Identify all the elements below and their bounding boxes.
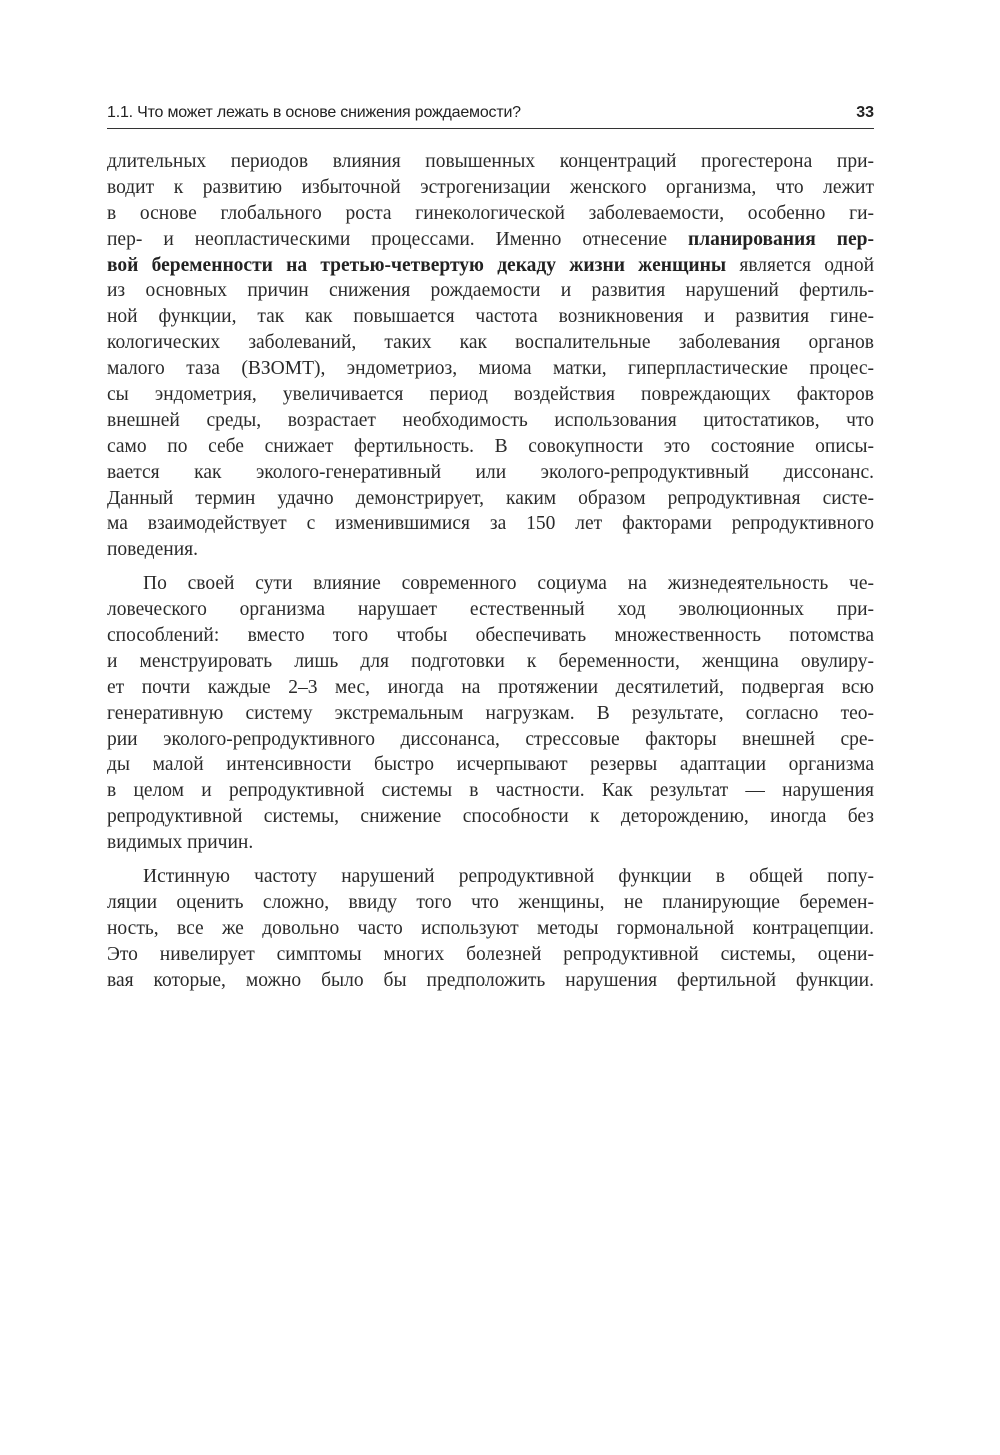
text-line: ма взаимодействует с изменившимися за 150 лет факторами репродуктивного [107, 513, 874, 535]
text-line: внешней среды, возрастает необходимость использования цитостатиков, что [107, 409, 874, 431]
text-line: в целом и репродуктивной системы в частности. Как результат — нарушения [107, 780, 874, 802]
text-line: генеративную систему экстремальным нагрузкам. В результате, согласно тео- [107, 702, 874, 724]
text-line: репродуктивной системы, снижение способности к деторождению, иногда без [107, 806, 874, 828]
text-line: малого таза (ВЗОМТ), эндометриоз, миома матки, гиперпластические процес- [107, 358, 874, 380]
text-line: ловеческого организма нарушает естественный ход эволюционных при- [107, 599, 874, 621]
text-line: само по себе снижает фертильность. В совокупности это состояние описы- [107, 435, 874, 457]
text-line [107, 227, 874, 253]
text-line: сы эндометрия, увеличивается период воздействия повреждающих факторов [107, 384, 874, 406]
paragraph-1 [107, 149, 874, 563]
text-line: ность, все же довольно часто используют методы гормональной контрацепции. [107, 917, 874, 939]
text-line: ляции оценить сложно, ввиду того что женщины, не планирующие беремен- [107, 891, 874, 913]
page-number: 33 [856, 104, 874, 121]
text-line: кологических заболеваний, таких как воспалительные заболевания органов [107, 332, 874, 354]
text-line: в основе глобального роста гинекологической заболеваемости, особенно ги- [107, 202, 874, 224]
text-span: пер- и неопластическими процессами. Именно отнесение [107, 228, 688, 250]
text-line: вается как эколого-генеративный или эколого-репродуктивный диссонанс. [107, 461, 874, 483]
text-line: видимых причин. [107, 832, 254, 854]
text-line: способлений: вместо того чтобы обеспечивать множественность потомства [107, 625, 874, 647]
text-line [107, 253, 874, 279]
text-line: поведения. [107, 539, 198, 561]
paragraph-3 [107, 864, 874, 993]
text-line: из основных причин снижения рождаемости и развития нарушений фертиль- [107, 280, 874, 302]
text-line: Истинную частоту нарушений репродуктивной функции в общей попу- [143, 866, 874, 888]
text-line: и менструировать лишь для подготовки к беременности, женщина овулиру- [107, 650, 874, 672]
running-title: 1.1. Что может лежать в основе снижения рождаемости? [107, 104, 521, 121]
body-text [107, 149, 874, 994]
text-line: вая которые, можно было бы предположить нарушения фертильной функции. [107, 969, 874, 991]
text-line: ды малой интенсивности быстро исчерпывают резервы адаптации организма [107, 754, 874, 776]
text-line: По своей сути влияние современного социума на жизнедеятельность че- [143, 573, 874, 595]
text-line: длительных периодов влияния повышенных концентраций прогестерона при- [107, 151, 874, 172]
text-line: ет почти каждые 2–3 мес, иногда на протяжении десятилетий, подвергая всю [107, 676, 874, 698]
text-line: Данный термин удачно демонстрирует, каким образом репродуктивная систе- [107, 487, 874, 509]
paragraph-2 [107, 571, 874, 856]
bold-phrase: планирования пер- [687, 228, 874, 250]
text-line: рии эколого-репродуктивного диссонанса, стрессовые факторы внешней сре- [107, 728, 874, 750]
text-line: ной функции, так как повышается частота возникновения и развития гине- [107, 306, 874, 328]
bold-phrase: вой беременности на третью-четвертую декаду жизни женщины [107, 254, 727, 276]
text-span: является одной [726, 254, 874, 276]
text-line: Это нивелирует симптомы многих болезней репродуктивной системы, оцени- [107, 943, 874, 965]
text-line: водит к развитию избыточной эстрогенизации женского организма, что лежит [107, 176, 874, 198]
page-header [107, 104, 874, 129]
